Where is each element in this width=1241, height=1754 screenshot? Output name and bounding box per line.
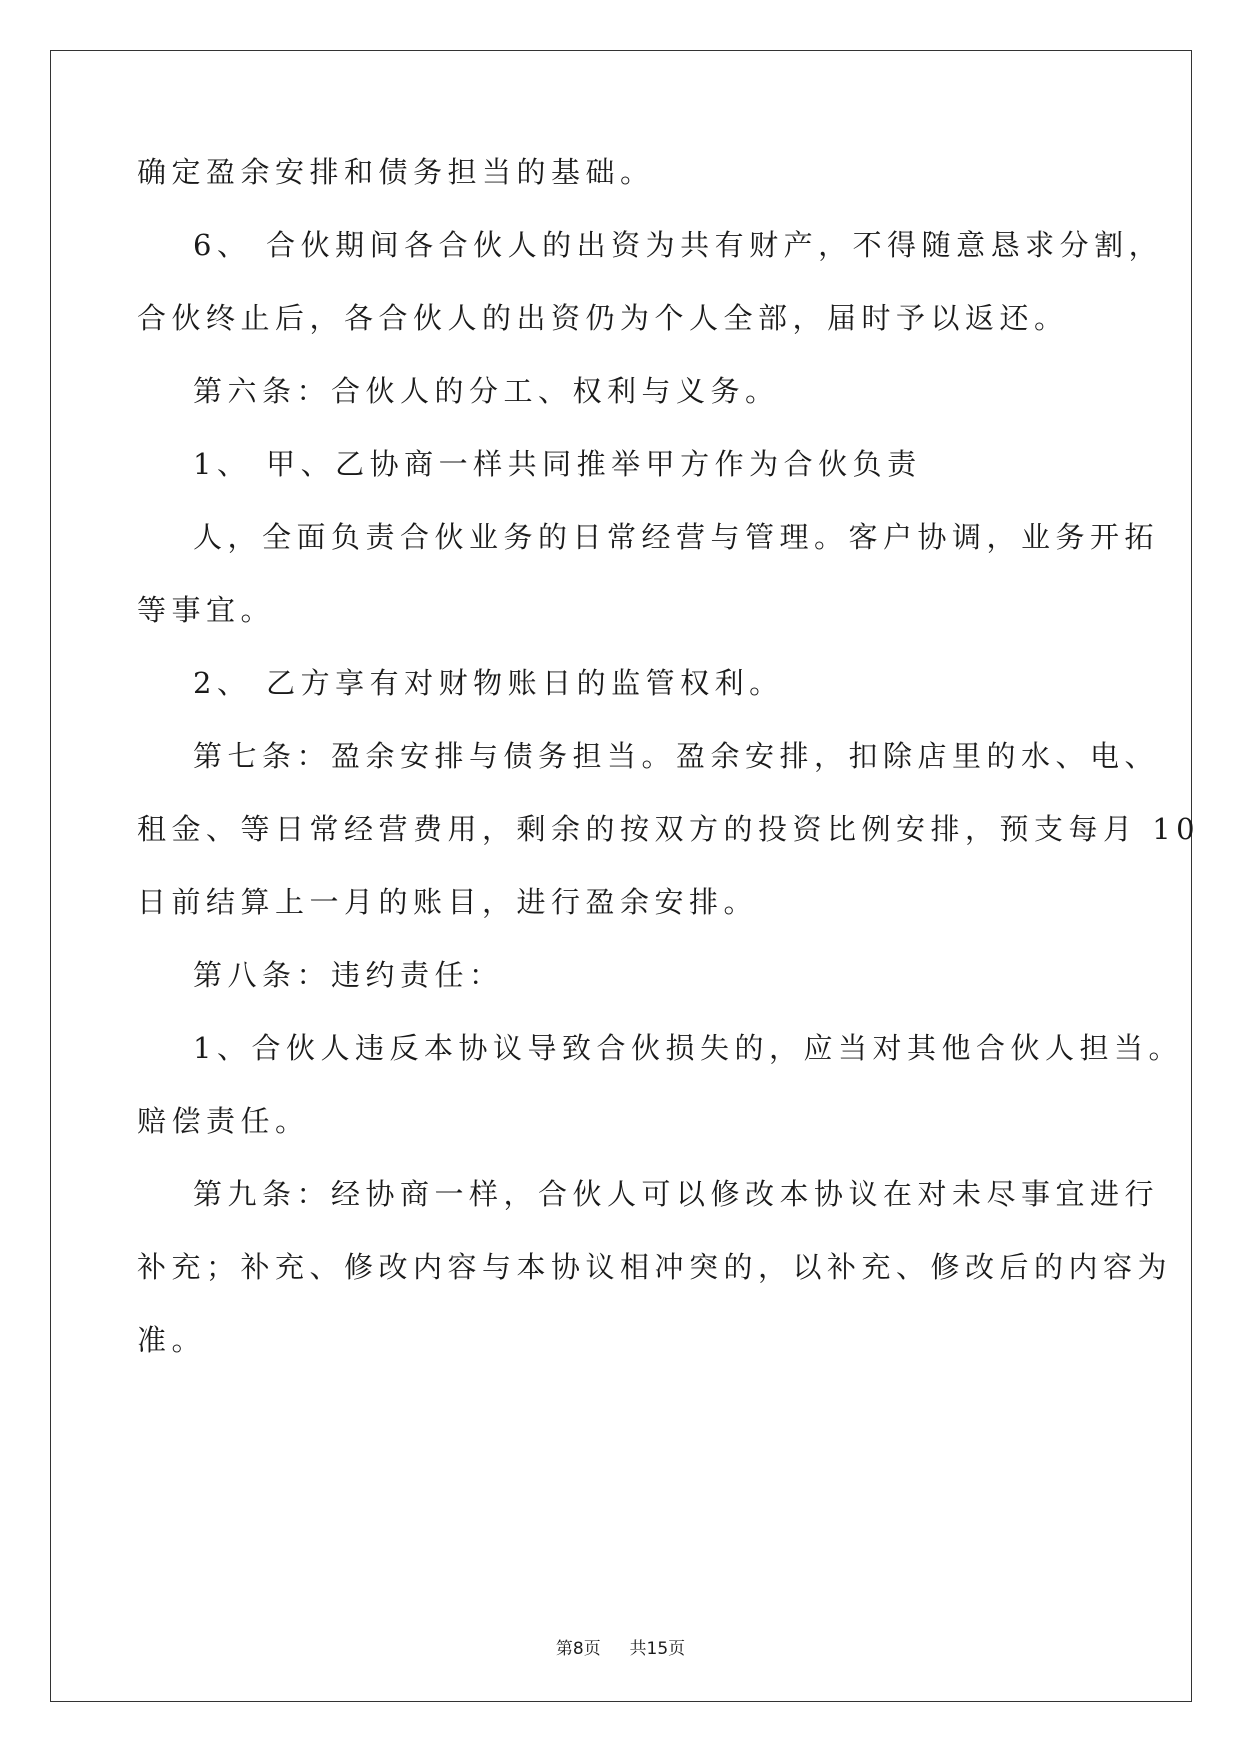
text-line: 人，全面负责合伙业务的日常经营与管理。客户协调，业务开拓 [193, 520, 1160, 554]
page-frame [50, 50, 1192, 1702]
text-line: 第九条：经协商一样，合伙人可以修改本协议在对未尽事宜进行 [193, 1177, 1160, 1211]
total-suffix: 页 [668, 1639, 686, 1659]
text-line: 第八条：违约责任： [193, 958, 504, 992]
text-line: 6、 合伙期间各合伙人的出资为共有财产，不得随意恳求分割， [193, 228, 1164, 262]
text-line: 日前结算上一月的账目，进行盈余安排。 [137, 885, 759, 919]
text-line: 第六条：合伙人的分工、权利与义务。 [193, 374, 780, 408]
text-line: 补充；补充、修改内容与本协议相冲突的，以补充、修改后的内容为 [137, 1250, 1173, 1284]
total-page-count: 15 [646, 1639, 669, 1659]
text-line: 赔偿责任。 [137, 1104, 310, 1138]
page-suffix: 页 [583, 1639, 601, 1659]
text-line: 确定盈余安排和债务担当的基础。 [137, 155, 655, 189]
text-line: 1、 甲、乙协商一样共同推举甲方作为合伙负责 [193, 447, 922, 481]
current-page: 8 [572, 1639, 584, 1659]
text-line: 准。 [137, 1323, 207, 1357]
text-line: 1、合伙人违反本协议导致合伙损失的，应当对其他合伙人担当。 [193, 1031, 1183, 1065]
text-line: 等事宜。 [137, 593, 276, 627]
text-line: 第七条：盈余安排与债务担当。盈余安排，扣除店里的水、电、 [193, 739, 1160, 773]
page-footer [0, 1634, 1241, 1659]
text-line: 2、 乙方享有对财物账日的监管权利。 [193, 666, 784, 700]
page-number [556, 1639, 606, 1659]
total-pages [630, 1639, 686, 1659]
page-prefix: 第 [555, 1639, 573, 1659]
text-line: 租金、等日常经营费用，剩余的按双方的投资比例安排，预支每月 10 [137, 812, 1201, 846]
total-prefix: 共 [629, 1639, 647, 1659]
text-line: 合伙终止后，各合伙人的出资仍为个人全部，届时予以返还。 [137, 301, 1069, 335]
